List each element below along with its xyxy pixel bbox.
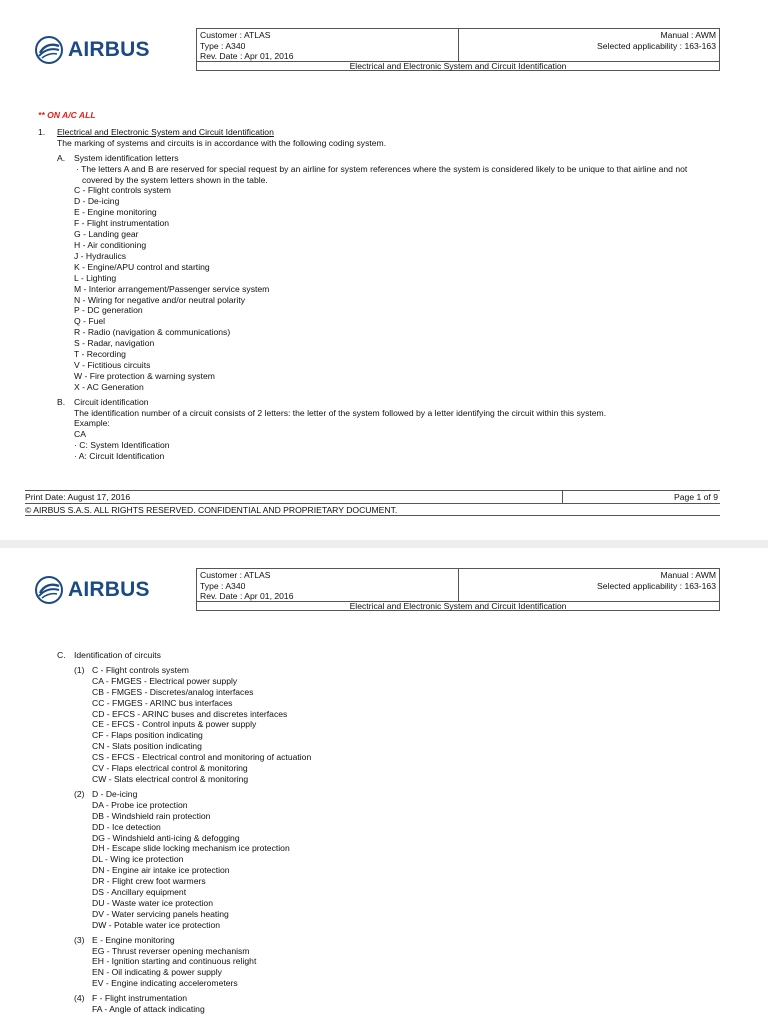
circuit-group-2 [38,789,311,931]
section-a-heading [38,153,687,164]
page-footer [25,490,720,516]
list-item: EG - Thrust reverser opening mechanism [92,945,250,956]
list-item: EN - Oil indicating & power supply [92,967,222,978]
list-item: DS - Ancillary equipment [92,887,187,898]
group-number: (3) [74,934,85,945]
type-label: Type : A340 [200,580,246,591]
section-b-example-code: CA [74,429,86,440]
doc-title: Electrical and Electronic System and Circuit Identification [349,601,567,611]
list-item: CA - FMGES - Electrical power supply [92,675,238,686]
circuit-group-4 [38,993,311,1015]
applicability-label: Selected applicability : 163-163 [597,40,716,51]
circuit-group-1 [38,665,311,785]
list-item: DN - Engine air intake ice protection [92,865,230,876]
page-number: Page 1 of 9 [674,492,718,502]
section-1-number: 1. [38,126,46,137]
list-item: CS - EFCS - Electrical control and monitoring of actuation [92,752,312,763]
group-number: (2) [74,788,85,799]
list-item: Q - Fuel [74,316,106,327]
section-c-letter: C. [57,650,66,660]
footer-row [25,490,720,504]
list-item: N - Wiring for negative and/or neutral polarity [74,294,245,305]
list-item: C - Flight controls system [74,185,171,196]
list-item: CB - FMGES - Discretes/analog interfaces [92,686,254,697]
footer-divider [562,491,563,503]
header-table [196,28,720,71]
list-item: DR - Flight crew foot warmers [92,876,206,887]
page-header [28,28,720,71]
manual-label: Manual : AWM [660,30,716,40]
list-item: V - Fictitious circuits [74,359,151,370]
doc-title: Electrical and Electronic System and Circuit Identification [349,61,567,71]
list-item: DL - Wing ice protection [92,854,184,865]
list-item: CV - Flaps electrical control & monitoring [92,763,248,774]
list-item: DW - Potable water ice protection [92,919,221,930]
list-item: E - Engine monitoring [74,207,157,218]
section-a-title: System identification letters [74,152,179,163]
group-number: (4) [74,993,85,1004]
group-title: C - Flight controls system [92,664,189,675]
system-letters-list [38,185,687,392]
manual-label: Manual : AWM [660,570,716,580]
list-item: CD - EFCS - ARINC buses and discretes interfaces [92,708,288,719]
section-1-text: The marking of systems and circuits is in accordance with the following coding system. [57,137,387,148]
section-b-example-a: · A: Circuit Identification [74,451,165,462]
list-item: DD - Ice detection [92,821,161,832]
list-item: DA - Probe ice protection [92,799,188,810]
document-page-2 [0,548,768,1024]
list-item: CN - Slats position indicating [92,741,202,752]
header-table [196,568,720,611]
customer-label: Customer : ATLAS [200,570,271,580]
group-title: E - Engine monitoring [92,934,175,945]
section-b-text: The identification number of a circuit consists of 2 letters: the letter of the system followed by a letter identifying the circuit within this system. [74,407,607,418]
airbus-logo-icon [34,35,64,65]
list-item: T - Recording [74,349,126,360]
list-item: CF - Flaps position indicating [92,730,203,741]
list-item: FA - Angle of attack indicating [92,1004,205,1015]
airbus-logo-icon [34,575,64,605]
list-item: DU - Waste water ice protection [92,897,213,908]
header-right-cell [459,569,719,601]
list-item: W - Fire protection & warning system [74,370,215,381]
section-a-bullet-line-2: covered by the system letters shown in the table. [82,174,268,185]
list-item: H - Air conditioning [74,239,147,250]
list-item: D - De-icing [74,196,120,207]
rev-date-label: Rev. Date : Apr 01, 2016 [200,51,294,61]
section-c-heading [38,650,311,661]
list-item: X - AC Generation [74,381,144,392]
customer-label: Customer : ATLAS [200,30,271,40]
list-item: R - Radio (navigation & communications) [74,327,231,338]
section-a-bullet-line-1: · The letters A and B are reserved for special request by an airline for system references where the system is considered likely to be unique to that airline and not [76,163,688,174]
rev-date-label: Rev. Date : Apr 01, 2016 [200,591,294,601]
list-item: EH - Ignition starting and continuous relight [92,956,257,967]
list-item: F - Flight instrumentation [74,218,170,229]
logo-text: AIRBUS [68,38,150,61]
group-heading [38,993,311,1004]
page2-content [38,650,311,1015]
section-b-example-c: · C: System Identification [74,440,170,451]
logo-text: AIRBUS [68,578,150,601]
list-item: G - Landing gear [74,229,139,240]
list-item: P - DC generation [74,305,143,316]
group-heading [38,789,311,800]
section-1-heading [38,127,687,138]
section-b-letter: B. [57,396,66,407]
list-item: J - Hydraulics [74,250,127,261]
header-left-cell [197,569,459,601]
header-doc-title [197,601,719,611]
page1-content [38,110,687,462]
group-title: F - Flight instrumentation [92,993,188,1004]
type-label: Type : A340 [200,40,246,51]
header-right-cell [459,29,719,61]
page-header [28,568,720,611]
group-heading [38,665,311,676]
list-item: EV - Engine indicating accelerometers [92,978,238,989]
applicability-label: Selected applicability : 163-163 [597,580,716,591]
list-item: DV - Water servicing panels heating [92,908,229,919]
applicability-note: ** ON A/C ALL [38,110,96,120]
airbus-logo [34,32,194,68]
list-item: CW - Slats electrical control & monitoring [92,773,249,784]
list-item: S - Radar, navigation [74,338,155,349]
group-number: (1) [74,664,85,675]
group-title: D - De-icing [92,788,138,799]
list-item: K - Engine/APU control and starting [74,261,210,272]
section-b-heading [38,397,687,408]
section-a-letter: A. [57,152,66,163]
header-doc-title [197,61,719,71]
list-item: L - Lighting [74,272,117,283]
header-left-cell [197,29,459,61]
list-item: DB - Windshield rain protection [92,810,211,821]
list-item: CC - FMGES - ARINC bus interfaces [92,697,233,708]
section-c-title: Identification of circuits [74,650,161,660]
list-item: M - Interior arrangement/Passenger service system [74,283,270,294]
group-heading [38,935,311,946]
list-item: CE - EFCS - Control inputs & power supply [92,719,257,730]
circuit-group-3 [38,935,311,990]
section-1-title: Electrical and Electronic System and Circuit Identification [57,126,274,137]
list-item: DG - Windshield anti-icing & defogging [92,832,240,843]
section-b-title: Circuit identification [74,396,149,407]
airbus-logo [34,572,194,608]
copyright-notice: © AIRBUS S.A.S. ALL RIGHTS RESERVED. CONFIDENTIAL AND PROPRIETARY DOCUMENT. [25,504,720,516]
section-b-example-label: Example: [74,418,110,429]
print-date: Print Date: August 17, 2016 [25,492,131,502]
list-item: DH - Escape slide locking mechanism ice protection [92,843,290,854]
